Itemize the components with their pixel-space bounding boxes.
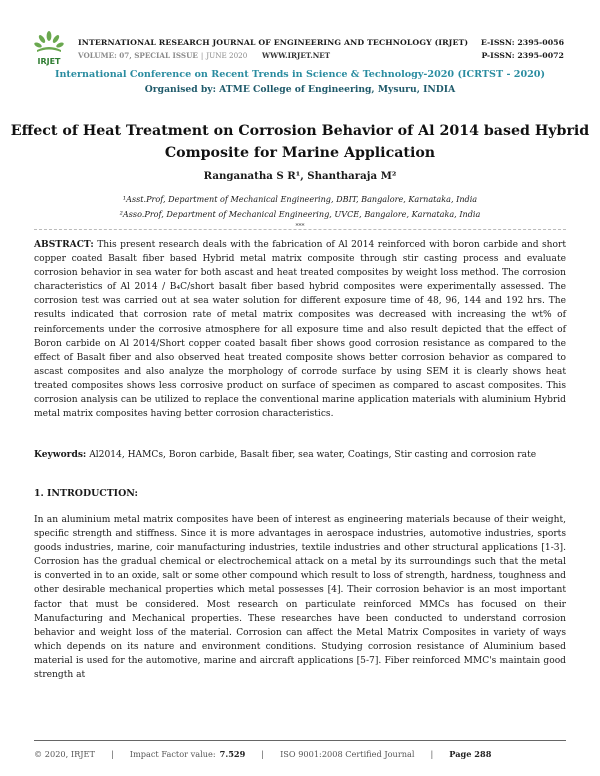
abstract-text: This present research deals with the fabrication of Al 2014 reinforced with boron carbide and short copper coated Basalt fiber based Hybrid metal matrix composite through stir casting process and evaluate corrosion behavior in sea water for both ascast and heat treated composites by weight loss method. The corrosion characteristics of Al 2014 / B₄C/short basalt fiber based hybrid composites were experimentally assessed. The corrosion test was carried out at sea water solution for different exposure time of 48, 96, 144 and 192 hrs. The results indicated that corrosion rate of metal matrix composites was decreased with increasing the wt% of reinforcements under the corrosive atmosphere for all exposure time and also result depicted that the effect of Boron carbide on Al 2014/Short copper coated basalt fiber shows good corrosion resistance as compared to the effect of Basalt fiber and also observed heat treated composite shows better corrosion behavior as compared to ascast composites and also analyze the morphology of corrode surface by using SEM it is clearly shows heat treated composites shows less corrosive product on surface of specimen as compared to ascast composites. This corrosion analysis can be utilized to replace the conventional marine application materials with aluminium Hybrid metal matrix composites having better corrosion characteristics. [34, 240, 566, 420]
abstract [34, 238, 566, 421]
keywords-text: Al2014, HAMCs, Boron carbide, Basalt fiber, sea water, Coatings, Stir casting and corrosion rate [89, 450, 537, 460]
authors: Ranganatha S R¹, Shantharaja M² [203, 170, 397, 182]
keywords-label: Keywords: [34, 449, 87, 460]
svg-text:IRJET: IRJET [37, 57, 61, 66]
conference-name: International Conference on Recent Trends in Science & Technology-2020 (ICRTST - 2020) [54, 69, 546, 80]
journal-url[interactable]: WWW.IRJET.NET [262, 51, 331, 60]
iso-certification: ISO 9001:2008 Certified Journal [280, 749, 415, 759]
keywords [34, 448, 566, 462]
volume: VOLUME: 07, SPECIAL ISSUE [78, 51, 198, 60]
p-issn: P-ISSN: 2395-0072 [481, 51, 564, 60]
copyright: © 2020, IRJET [34, 749, 95, 759]
footer-row: © 2020, IRJET | Impact Factor value: 7.529 | ISO 9001:2008 Certified Journal | Page 288 [34, 749, 492, 759]
irjet-logo-icon [34, 30, 64, 68]
section-heading-introduction: 1. INTRODUCTION: [34, 488, 138, 499]
issue-date: JUNE 2020 [206, 51, 248, 60]
introduction-text: In an aluminium metal matrix composites have been of interest as engineering materials because of their weight, specific strength and stiffness. Since it is more advantages in aerospace industries, automotive industries, sports goods industries, marine, coir manufacturing industries, textile industries and other structural applications [1-3]. Corrosion has the gradual chemical or electrochemical attack on a metal by its surroundings such that the metal is converted in to an oxide, salt or some other compound which result to loss of strength, hardness, toughness and other desirable mechanical properties which metal possesses [4]. Their corrosion behavior is an most important factor that must be considered. Most research on particulate reinforced MMCs has focused on their Manufacturing and Mechanical properties. These researches have been conducted to understand corrosion behavior and weight loss of the material. Corrosion can affect the Metal Matrix Composites in variety of ways which depends on its nature and environment conditions. Studying corrosion resistance of Aluminium based material is used for the automotive, marine and aircraft applications [5-7]. Fiber reinforced MMC's maintain good strength at [34, 515, 566, 681]
affiliation-1: ¹Asst.Prof, Department of Mechanical Engineering, DBIT, Bangalore, Karnataka, India [122, 194, 478, 204]
organiser: Organised by: ATME College of Engineering, Mysuru, INDIA [144, 84, 456, 95]
paper-title: Effect of Heat Treatment on Corrosion Behavior of Al 2014 based Hybrid Composite for Marine Application [10, 123, 590, 161]
impact-label: Impact Factor value: [129, 749, 216, 759]
impact-value: 7.529 [219, 749, 246, 759]
page-footer [0, 740, 600, 776]
affiliation-2: ²Asso.Prof, Department of Mechanical Engineering, UVCE, Bangalore, Karnataka, India [119, 209, 481, 219]
journal-name: INTERNATIONAL RESEARCH JOURNAL OF ENGINEERING AND TECHNOLOGY (IRJET) [78, 38, 469, 47]
abstract-label: ABSTRACT: [34, 239, 94, 250]
e-issn: E-ISSN: 2395-0056 [480, 38, 564, 47]
separator-stars: *** [295, 223, 305, 230]
journal-header [0, 0, 600, 110]
footer-rule [34, 740, 566, 741]
volume-line: VOLUME: 07, SPECIAL ISSUE | JUNE 2020 WWW.IRJET.NET [78, 51, 331, 60]
page-number: Page 288 [449, 749, 492, 759]
